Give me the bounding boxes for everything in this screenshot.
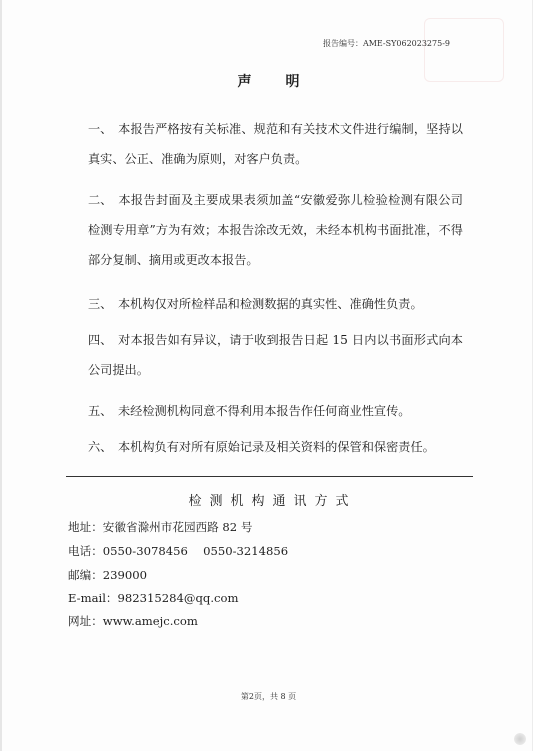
clause-4 — [88, 325, 463, 385]
corner-mark — [514, 733, 526, 745]
clause-text: 未经检测机构同意不得利用本报告作任何商业性宣传。 — [118, 404, 411, 418]
contact-website: 网址：www.amejc.com — [68, 614, 198, 628]
section-divider — [66, 476, 473, 477]
clause-number: 二、 — [88, 193, 113, 207]
clause-2 — [88, 185, 463, 275]
clause-text: 本机构负有对所有原始记录及相关资料的保管和保密责任。 — [118, 440, 435, 454]
contact-title: 检测机构通讯方式 — [188, 494, 357, 509]
contact-phone: 电话：0550-3078456 0550-3214856 — [68, 544, 289, 558]
clause-text: 本机构仅对所检样品和检测数据的真实性、准确性负责。 — [118, 297, 423, 311]
clause-5 — [88, 396, 463, 426]
clause-text: 本报告严格按有关标准、规范和有关技术文件进行编制，坚持以真实、公正、准确为原则，对客户负责。 — [88, 122, 463, 166]
contact-email: E-mail：982315284@qq.com — [68, 591, 239, 605]
clause-text: 对本报告如有异议，请于收到报告日起 15 日内以书面形式向本公司提出。 — [88, 333, 463, 377]
contact-address: 地址：安徽省滁州市花园西路 82 号 — [68, 520, 253, 534]
clause-number: 四、 — [88, 333, 113, 347]
clause-text: 本报告封面及主要成果表须加盖“安徽爱弥儿检验检测有限公司检测专用章”方为有效；本报告涂改无效，未经本机构书面批准，不得部分复制、摘用或更改本报告。 — [88, 193, 463, 267]
clause-3 — [88, 289, 463, 319]
clause-6 — [88, 432, 463, 462]
clause-number: 六、 — [88, 440, 113, 454]
page-footer: 第2页，共 8 页 — [240, 692, 297, 701]
clause-number: 一、 — [88, 122, 113, 136]
contact-postcode: 邮编：239000 — [68, 568, 148, 582]
clause-1 — [88, 114, 463, 174]
page-title: 声明 — [237, 74, 334, 90]
clause-number: 三、 — [88, 297, 113, 311]
clause-number: 五、 — [88, 404, 113, 418]
report-number: 报告编号：AME-SY062023275-9 — [322, 39, 450, 48]
